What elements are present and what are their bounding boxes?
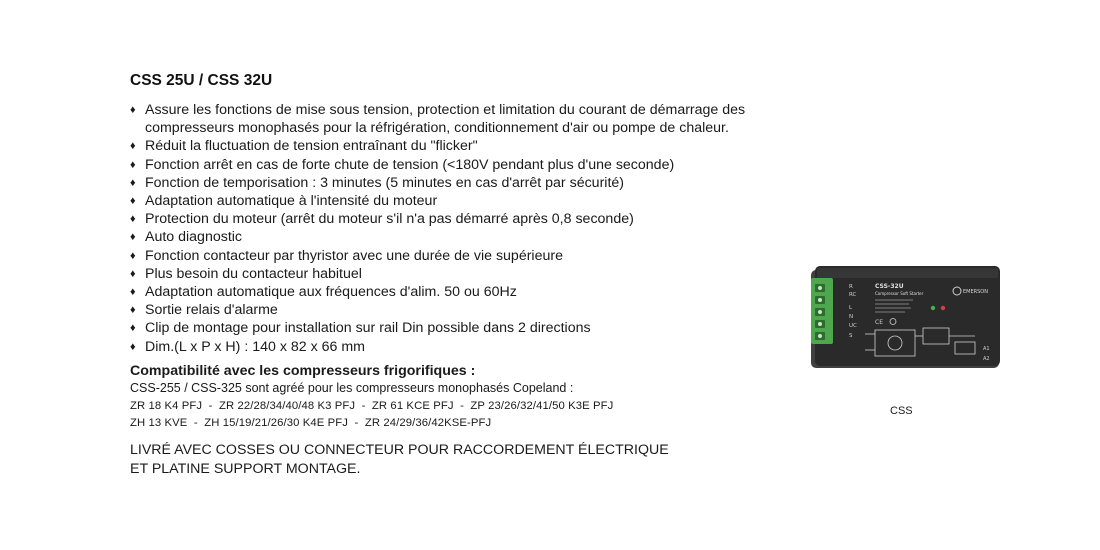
product-title: CSS 25U / CSS 32U bbox=[130, 72, 273, 89]
terminal-label-l: L bbox=[849, 305, 853, 311]
feature-item bbox=[130, 137, 820, 155]
bullet-diamond-icon: ♦ bbox=[130, 340, 136, 353]
delivery-note bbox=[130, 441, 669, 479]
feature-text: Adaptation automatique à l'intensité du moteur bbox=[145, 193, 438, 210]
compatibility-description: CSS-255 / CSS-325 sont agréé pour les compresseurs monophasés Copeland : bbox=[130, 381, 574, 395]
device-body bbox=[815, 266, 1000, 366]
bullet-diamond-icon: ♦ bbox=[130, 231, 136, 244]
bullet-diamond-icon: ♦ bbox=[130, 158, 136, 171]
relay-label-a1: A1 bbox=[983, 346, 990, 352]
feature-item bbox=[130, 174, 820, 192]
product-photo bbox=[805, 264, 1005, 376]
feature-text: Dim.(L x P x H) : 140 x 82 x 66 mm bbox=[145, 338, 365, 355]
feature-text: Auto diagnostic bbox=[145, 229, 243, 246]
brand-name: EMERSON bbox=[963, 289, 988, 295]
feature-text: Sortie relais d'alarme bbox=[145, 302, 278, 319]
image-caption: CSS bbox=[890, 405, 913, 417]
feature-text: Plus besoin du contacteur habituel bbox=[145, 265, 362, 282]
bullet-diamond-icon: ♦ bbox=[130, 249, 136, 262]
feature-item bbox=[130, 210, 820, 228]
feature-list bbox=[130, 101, 820, 356]
bullet-diamond-icon: ♦ bbox=[130, 267, 136, 280]
terminal-label-rc: RC bbox=[849, 292, 857, 298]
feature-item bbox=[130, 319, 820, 337]
feature-text: Fonction de temporisation : 3 minutes (5 minutes en cas d'arrêt par sécurité) bbox=[145, 174, 625, 191]
ce-mark-icon: CE bbox=[875, 319, 883, 326]
feature-text: Clip de montage pour installation sur rail Din possible dans 2 directions bbox=[145, 320, 591, 337]
terminal-label-s: S bbox=[849, 333, 853, 339]
bullet-diamond-icon: ♦ bbox=[130, 286, 136, 299]
delivery-line-2: ET PLATINE SUPPORT MONTAGE. bbox=[130, 461, 361, 477]
bullet-diamond-icon: ♦ bbox=[130, 213, 136, 226]
feature-text: Fonction arrêt en cas de forte chute de tension (<180V pendant plus d'une seconde) bbox=[145, 156, 675, 173]
feature-item bbox=[130, 338, 820, 356]
feature-text: Protection du moteur (arrêt du moteur s'il n'a pas démarré après 0,8 seconde) bbox=[145, 211, 634, 228]
device-subtitle: Compressor Soft Starter bbox=[875, 291, 924, 296]
feature-item bbox=[130, 247, 820, 265]
green-led-icon bbox=[931, 306, 935, 310]
feature-item bbox=[130, 283, 820, 301]
terminal-label-r: R bbox=[849, 284, 853, 290]
bullet-diamond-icon: ♦ bbox=[130, 322, 136, 335]
bullet-diamond-icon: ♦ bbox=[130, 140, 136, 153]
feature-text: Réduit la fluctuation de tension entraînant du "flicker" bbox=[145, 138, 478, 155]
feature-text: Fonction contacteur par thyristor avec une durée de vie supérieure bbox=[145, 247, 563, 264]
feature-item bbox=[130, 156, 820, 174]
delivery-line-1: LIVRÉ AVEC COSSES OU CONNECTEUR POUR RACCORDEMENT ÉLECTRIQUE bbox=[130, 442, 669, 458]
terminal-label-n: N bbox=[849, 314, 854, 320]
red-led-icon bbox=[941, 306, 945, 310]
feature-item bbox=[130, 192, 820, 210]
bullet-diamond-icon: ♦ bbox=[130, 104, 136, 116]
relay-label-a2: A2 bbox=[983, 356, 990, 362]
terminal-label-uc: UC bbox=[849, 323, 857, 329]
compatible-models-line-2: ZH 13 KVE - ZH 15/19/21/26/30 K4E PFJ - ZR 24/29/36/42KSE-PFJ bbox=[130, 417, 492, 429]
feature-item bbox=[130, 101, 820, 137]
feature-text: Adaptation automatique aux fréquences d'alim. 50 ou 60Hz bbox=[145, 284, 517, 301]
compatible-models-line-1: ZR 18 K4 PFJ - ZR 22/28/34/40/48 K3 PFJ - ZR 61 KCE PFJ - ZP 23/26/32/41/50 K3E PFJ bbox=[130, 400, 614, 412]
feature-item bbox=[130, 301, 820, 319]
bullet-diamond-icon: ♦ bbox=[130, 176, 136, 189]
bullet-diamond-icon: ♦ bbox=[130, 304, 136, 317]
feature-item bbox=[130, 265, 820, 283]
feature-text: Assure les fonctions de mise sous tension, protection et limitation du courant de démarrage des compresseurs monophasés pour la réfrigération, conditionnement d'air ou pompe de chaleur. bbox=[145, 102, 746, 137]
feature-item bbox=[130, 228, 820, 246]
bullet-diamond-icon: ♦ bbox=[130, 195, 136, 208]
device-model-label: CSS-32U bbox=[875, 283, 904, 290]
compatibility-heading: Compatibilité avec les compresseurs frigorifiques : bbox=[130, 363, 476, 379]
